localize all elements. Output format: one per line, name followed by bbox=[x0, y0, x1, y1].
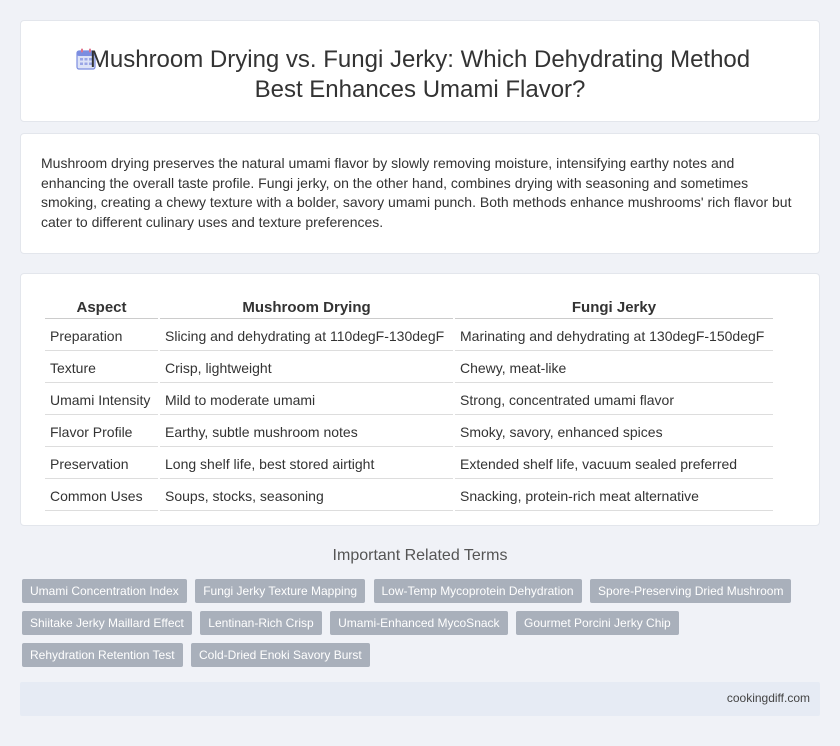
table-cell: Snacking, protein-rich meat alternative bbox=[455, 481, 773, 511]
table-cell: Slicing and dehydrating at 110degF-130degF bbox=[160, 321, 453, 351]
table-row bbox=[45, 417, 773, 447]
table-row bbox=[45, 481, 773, 511]
table-cell: Soups, stocks, seasoning bbox=[160, 481, 453, 511]
related-term-tag[interactable]: Cold-Dried Enoki Savory Burst bbox=[191, 643, 370, 667]
table-row bbox=[45, 449, 773, 479]
table-cell: Mild to moderate umami bbox=[160, 385, 453, 415]
table-cell: Flavor Profile bbox=[45, 417, 158, 447]
related-term-tag[interactable]: Shiitake Jerky Maillard Effect bbox=[22, 611, 192, 635]
related-terms-heading: Important Related Terms bbox=[332, 547, 508, 564]
page-title bbox=[21, 45, 819, 105]
header-mushroom-drying: Mushroom Drying bbox=[160, 297, 453, 319]
related-term-tag[interactable]: Gourmet Porcini Jerky Chip bbox=[516, 611, 679, 635]
page-title-line1: Mushroom Drying vs. Fungi Jerky: Which Dehydrating Method bbox=[89, 46, 751, 73]
table-cell: Chewy, meat-like bbox=[455, 353, 773, 383]
table-cell: Preparation bbox=[45, 321, 158, 351]
table-cell: Earthy, subtle mushroom notes bbox=[160, 417, 453, 447]
table-cell: Long shelf life, best stored airtight bbox=[160, 449, 453, 479]
related-term-tag[interactable]: Fungi Jerky Texture Mapping bbox=[195, 579, 365, 603]
header-aspect: Aspect bbox=[45, 297, 158, 319]
page-title-line2: Best Enhances Umami Flavor? bbox=[254, 76, 586, 103]
intro-card bbox=[20, 133, 820, 254]
table-row bbox=[45, 385, 773, 415]
related-terms-list bbox=[22, 579, 812, 675]
related-term-tag[interactable]: Spore-Preserving Dried Mushroom bbox=[590, 579, 791, 603]
intro-paragraph: Mushroom drying preserves the natural umami flavor by slowly removing moisture, intensifying earthy notes and enhancing the overall taste profile. Fungi jerky, on the other hand, combines drying with seasoning and sometimes smoking, creating a chewy texture with a bolder, savory umami punch. Both methods enhance mushrooms' rich flavor but cater to different culinary uses and texture preferences. bbox=[41, 155, 792, 230]
table-cell: Extended shelf life, vacuum sealed preferred bbox=[455, 449, 773, 479]
table-cell: Common Uses bbox=[45, 481, 158, 511]
related-term-tag[interactable]: Low-Temp Mycoprotein Dehydration bbox=[374, 579, 582, 603]
related-term-tag[interactable]: Lentinan-Rich Crisp bbox=[200, 611, 321, 635]
title-card bbox=[20, 20, 820, 122]
table-cell: Strong, concentrated umami flavor bbox=[455, 385, 773, 415]
table-cell: Marinating and dehydrating at 130degF-150degF bbox=[455, 321, 773, 351]
related-term-tag[interactable]: Rehydration Retention Test bbox=[22, 643, 183, 667]
table-cell: Texture bbox=[45, 353, 158, 383]
table-row bbox=[45, 321, 773, 351]
table-row bbox=[45, 353, 773, 383]
table-cell: Preservation bbox=[45, 449, 158, 479]
table-cell: Umami Intensity bbox=[45, 385, 158, 415]
table-cell: Crisp, lightweight bbox=[160, 353, 453, 383]
related-term-tag[interactable]: Umami Concentration Index bbox=[22, 579, 187, 603]
footer-site-link[interactable]: cookingdiff.com bbox=[726, 691, 810, 705]
comparison-table bbox=[43, 295, 775, 513]
related-term-tag[interactable]: Umami-Enhanced MycoSnack bbox=[330, 611, 507, 635]
comparison-card bbox=[20, 273, 820, 526]
table-header-row bbox=[45, 297, 773, 319]
table-cell: Smoky, savory, enhanced spices bbox=[455, 417, 773, 447]
header-fungi-jerky: Fungi Jerky bbox=[455, 297, 773, 319]
footer bbox=[20, 682, 820, 716]
